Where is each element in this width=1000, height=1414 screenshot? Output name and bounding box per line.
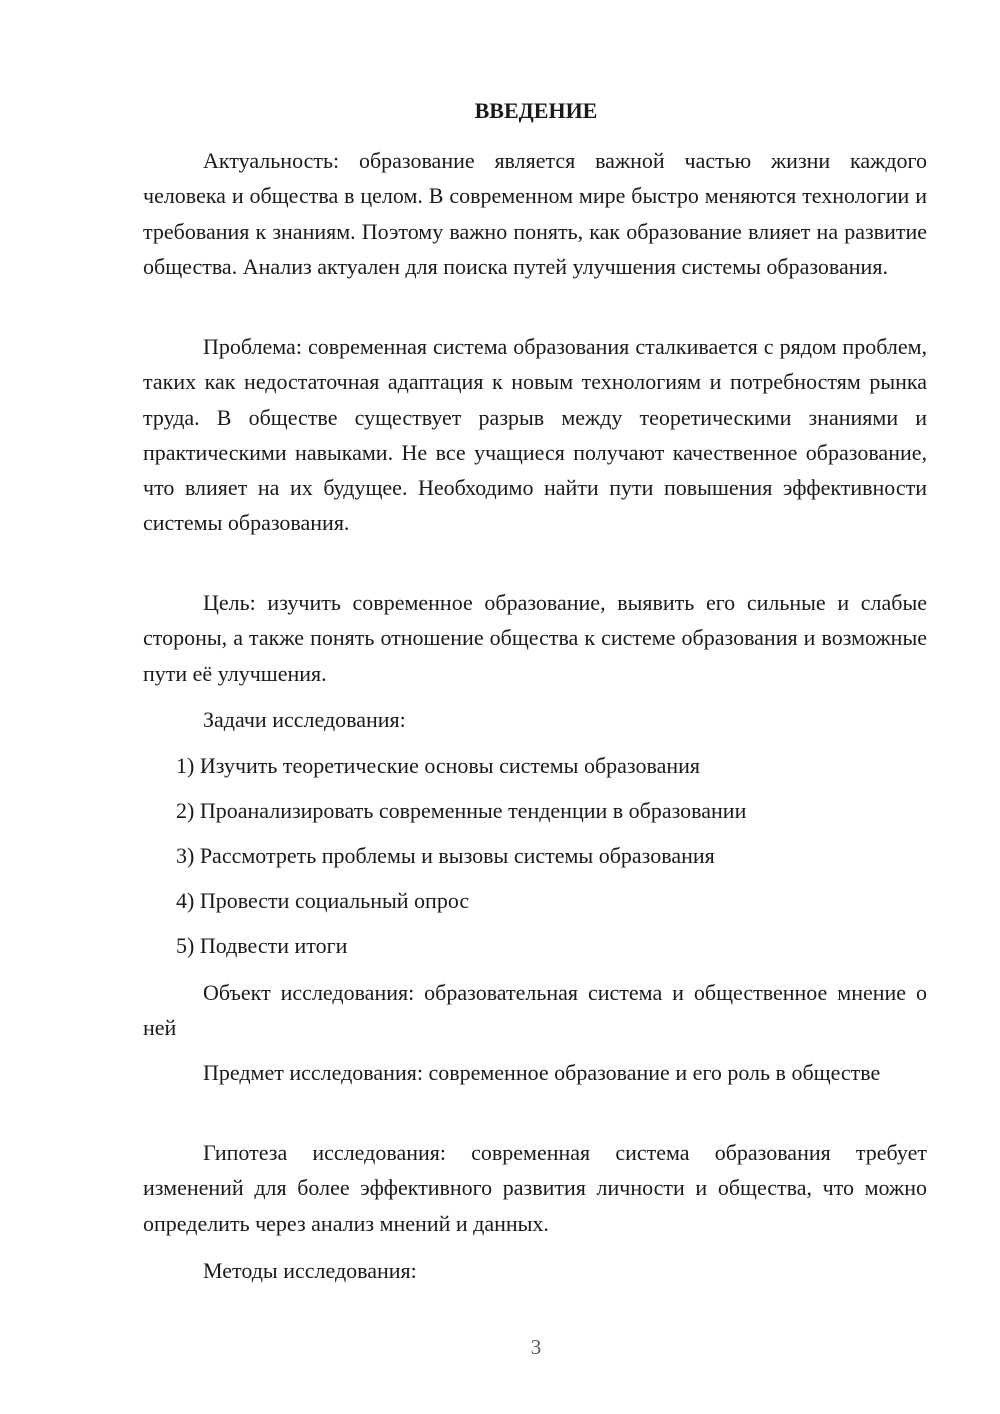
task-item-5: 5) Подвести итоги bbox=[176, 933, 348, 958]
relevance-paragraph: Актуальность: образование является важной частью жизни каждого человека и общества в целом. В современном мире быстро меняются технологии и требования к знаниям. Поэтому важно понять, как образование влияет на развитие общества. Анализ актуален для поиска путей улучшения системы образования. bbox=[143, 148, 927, 279]
task-item-3: 3) Рассмотреть проблемы и вызовы системы образования bbox=[176, 843, 715, 868]
problem-paragraph: Проблема: современная система образования сталкивается с рядом проблем, таких как недостаточная адаптация к новым технологиям и потребностям рынка труда. В обществе существует разрыв между теоретическими знаниями и практическими навыками. Не все учащиеся получают качественное образование, что влияет на их будущее. Необходимо найти пути повышения эффективности системы образования. bbox=[143, 334, 927, 536]
task-item-4: 4) Провести социальный опрос bbox=[176, 888, 470, 913]
page-number: 3 bbox=[530, 1335, 542, 1359]
hypothesis-paragraph: Гипотеза исследования: современная система образования требует изменений для более эффективного развития личности и общества, что можно определить через анализ мнений и данных. bbox=[143, 1140, 927, 1236]
task-item-2: 2) Проанализировать современные тенденции в образовании bbox=[176, 798, 747, 823]
methods-label: Методы исследования: bbox=[203, 1258, 417, 1283]
tasks-label: Задачи исследования: bbox=[203, 707, 406, 732]
goal-paragraph: Цель: изучить современное образование, выявить его сильные и слабые стороны, а также понять отношение общества к системе образования и возможные пути её улучшения. bbox=[143, 590, 927, 686]
task-item-1: 1) Изучить теоретические основы системы образования bbox=[176, 753, 701, 778]
section-heading: ВВЕДЕНИЕ bbox=[474, 98, 598, 123]
subject-paragraph: Предмет исследования: современное образование и его роль в обществе bbox=[203, 1060, 881, 1085]
object-paragraph: Объект исследования: образовательная система и общественное мнение о ней bbox=[143, 980, 927, 1041]
